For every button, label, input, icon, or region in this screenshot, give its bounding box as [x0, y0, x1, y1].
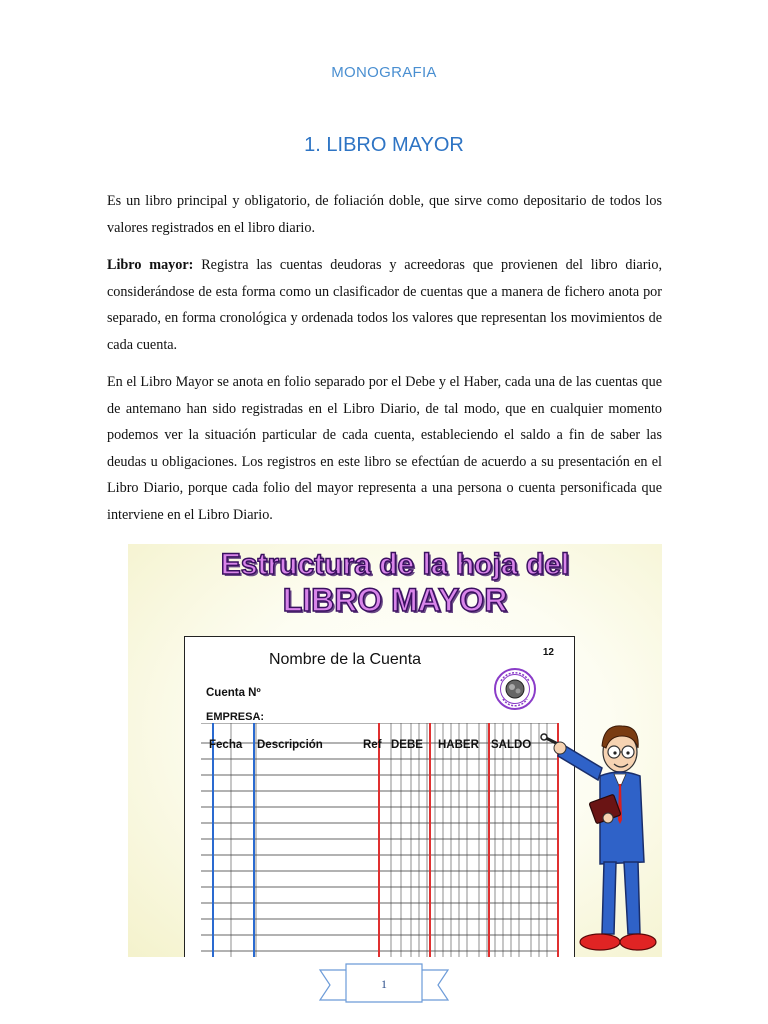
- paragraph-libro-mayor: [107, 252, 662, 358]
- section-title: 1. LIBRO MAYOR: [304, 134, 464, 156]
- column-header-saldo: SALDO: [491, 739, 532, 751]
- paragraph-usage: En el Libro Mayor se anota en folio separado por el Debe y el Haber, cada una de las cuentas que de antemano han sido registradas en el Libro Diario, de tal modo, que en cualquier momento podemos ver la situación particular de cada cuenta, estableciendo el saldo a fin de saber las deudas u obligaciones. Los registros en este libro se efectúan de acuerdo a su presentación en el Libro Diario, porque cada folio del mayor representa a una persona o cuenta personificada que interviene en el Libro Diario.: [107, 374, 662, 523]
- folio-number: 12: [542, 647, 554, 658]
- document-header: MONOGRAFIA: [331, 64, 437, 81]
- teacher-pointing-icon: [538, 702, 662, 957]
- ledger-grid: [201, 723, 559, 957]
- illustration-title-line1: Estructura de la hoja del: [220, 548, 570, 581]
- ledger-illustration: [128, 544, 662, 957]
- ledger-sheet: [184, 636, 575, 957]
- column-header-ref: Ref: [363, 739, 382, 751]
- company-label: EMPRESA:: [206, 711, 265, 723]
- term-description: Registra las cuentas deudoras y acreedoras que provienen del libro diario, considerándose de esta forma como un clasificador de cuentas que a manera de fichero anota por separado, en forma cronológica y ordenada todos los valores que representan los movimientos de cada cuenta.: [107, 257, 663, 353]
- illustration-title-line2: LIBRO MAYOR: [282, 582, 508, 618]
- column-header-debe: DEBE: [391, 739, 423, 751]
- paragraph-definition: Es un libro principal y obligatorio, de foliación doble, que sirve como depositario de todos los valores registrados en el libro diario.: [107, 193, 662, 236]
- page-number: 1: [381, 977, 387, 991]
- account-number-label: Cuenta Nº: [206, 687, 261, 699]
- seal-stamp-icon: [493, 667, 537, 711]
- term-label: Libro mayor:: [107, 257, 194, 273]
- column-header-haber: HABER: [438, 739, 479, 751]
- column-header-fecha: Fecha: [209, 739, 243, 751]
- account-name-heading: Nombre de la Cuenta: [268, 651, 422, 668]
- column-header-descripcion: Descripción: [257, 739, 323, 751]
